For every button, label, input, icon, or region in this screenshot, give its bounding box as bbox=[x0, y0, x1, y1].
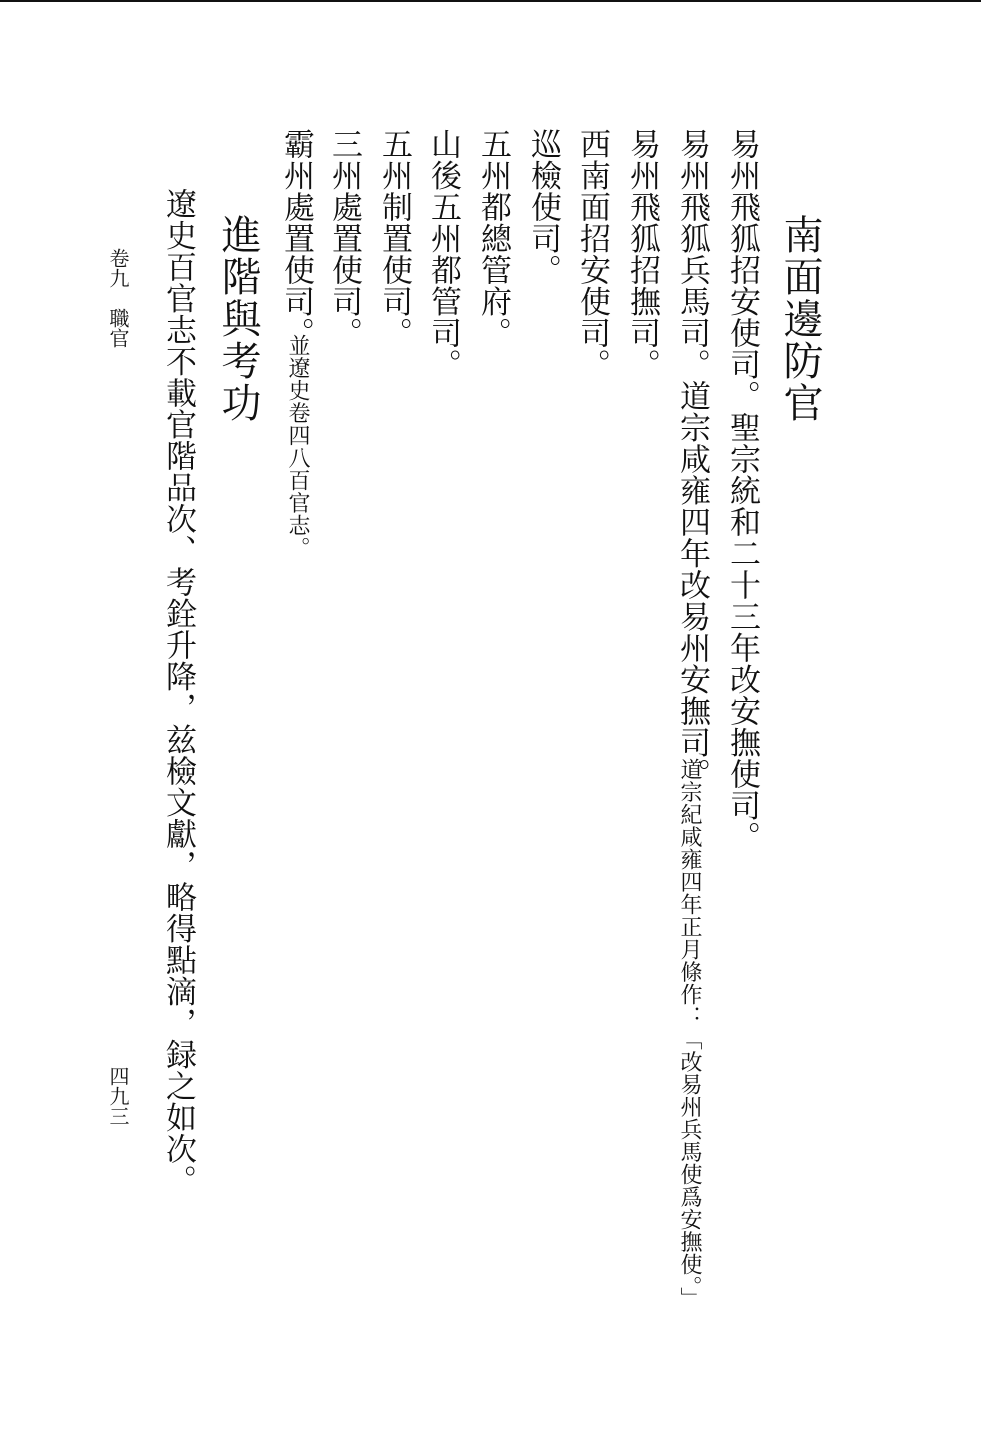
paragraph-promotion-evaluation: 遼史百官志不載官階品次、考銓升降，兹檢文獻，略得點滴，録之如次。 bbox=[160, 188, 196, 1196]
entry-yizhou-zhaoan: 易州飛狐招安使司。聖宗統和二十三年改安撫使司。 bbox=[724, 128, 760, 853]
section-title-southern-border-officials: 南面邊防官 bbox=[777, 214, 823, 424]
entry-xinan-zhaoan: 西南面招安使司。 bbox=[574, 128, 610, 380]
entry-shanhou-duguan: 山後五州都管司。 bbox=[425, 128, 461, 380]
entry-yizhou-bingma-note: 道宗紀咸雍四年正月條作：「改易州兵馬使爲安撫使。」 bbox=[677, 758, 702, 1310]
page-number: 四九三 bbox=[106, 1066, 130, 1126]
entry-yizhou-bingma: 易州飛狐兵馬司。道宗咸雍四年改易州安撫司。 bbox=[674, 128, 710, 790]
entry-wuzhou-zongguan: 五州都總管府。 bbox=[475, 128, 511, 349]
entry-bazhou-chuzhi: 霸州處置使司。 bbox=[278, 128, 314, 349]
running-head: 卷九 職官 bbox=[106, 248, 130, 348]
entry-wuzhou-zhizhi: 五州制置使司。 bbox=[376, 128, 412, 349]
top-border-rule bbox=[0, 0, 981, 2]
section-title-promotion-evaluation: 進階與考功 bbox=[215, 214, 261, 424]
entry-bazhou-chuzhi-note: 並遼史卷四八百官志。 bbox=[285, 334, 310, 559]
entry-xunjian: 巡檢使司。 bbox=[525, 128, 561, 286]
entry-yizhou-zhaofu: 易州飛狐招撫司。 bbox=[624, 128, 660, 380]
entry-sanzhou-chuzhi: 三州處置使司。 bbox=[326, 128, 362, 349]
